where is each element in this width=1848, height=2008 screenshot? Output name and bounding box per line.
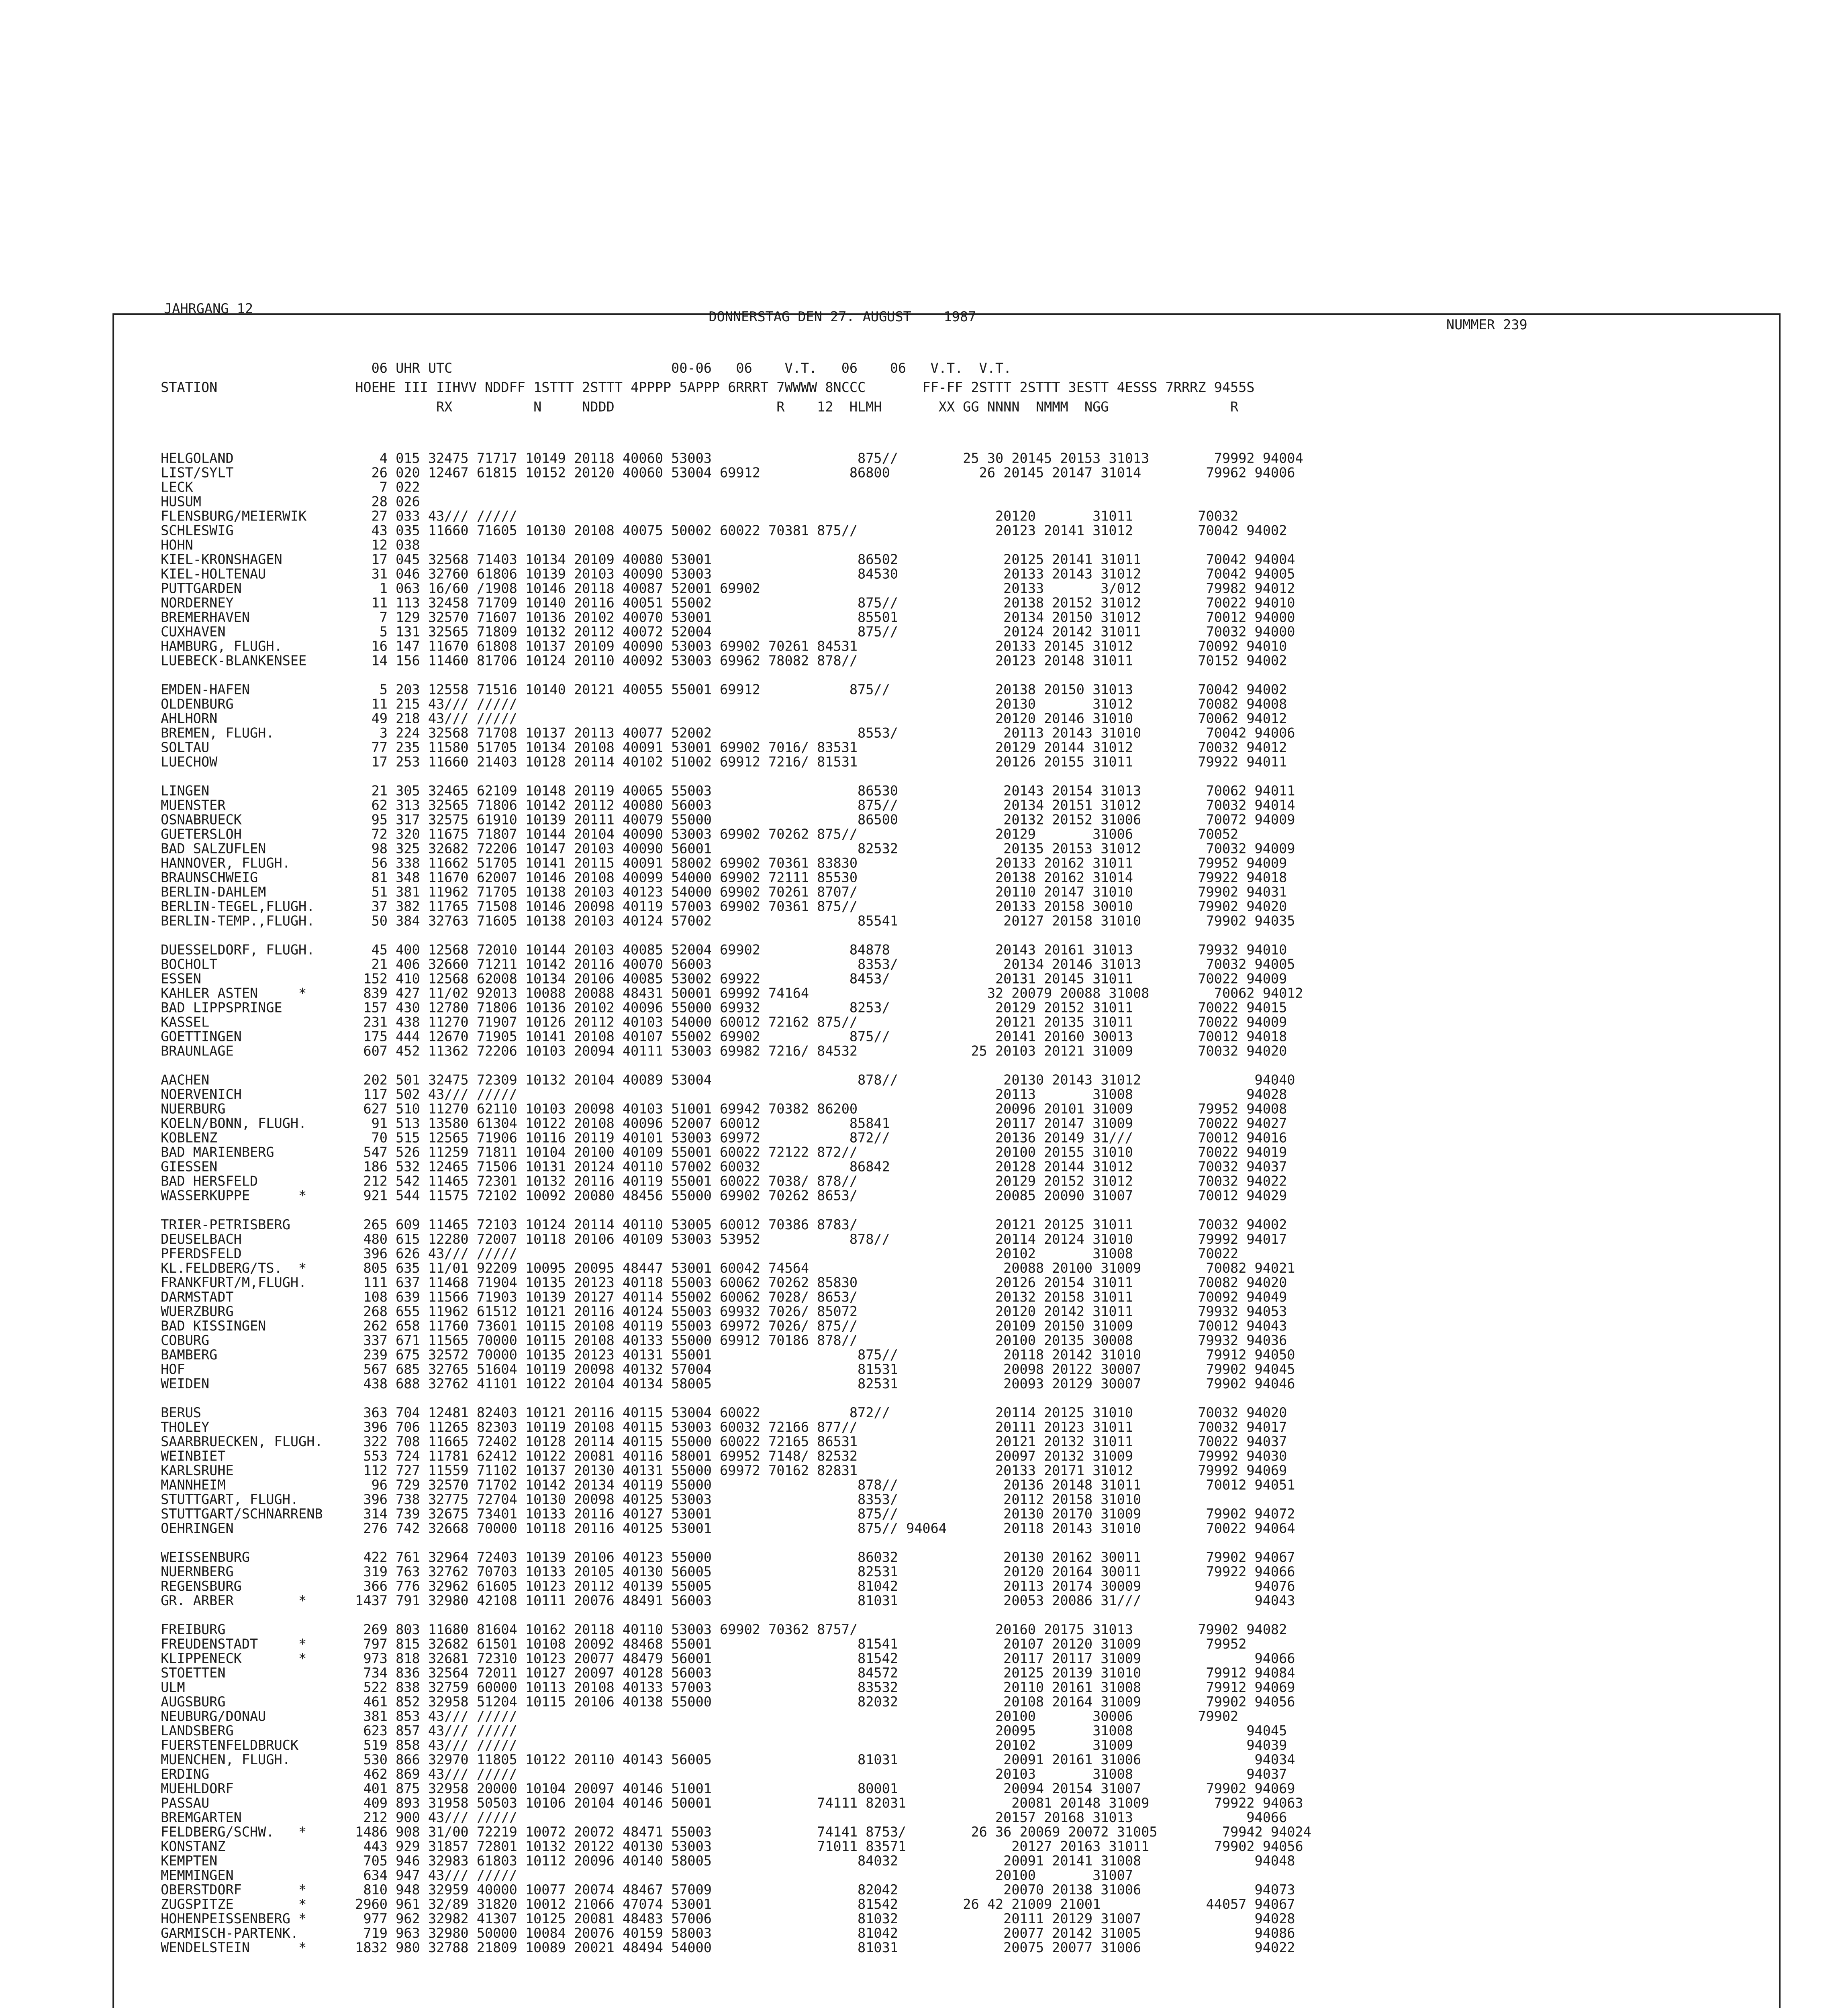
station-row: HOF 567 685 32765 51604 10119 20098 40132 57004 81531 20098 20122 30007 79902 94045 [161,1361,1295,1377]
station-row: BRAUNLAGE 607 452 11362 72206 10103 20094 40111 53003 69982 7216/ 84532 25 20103 20121 31009 70032 94020 [161,1043,1287,1059]
station-row: DUESSELDORF, FLUGH. 45 400 12568 72010 10144 20103 40085 52004 69902 84878 20143 20161 31013 79932 94010 [161,941,1287,958]
station-row: STOETTEN 734 836 32564 72011 10127 20097 40128 56003 84572 20125 20139 31010 79912 94084 [161,1665,1295,1681]
issue-number: NUMMER 239 [1446,316,1527,333]
date-label: DONNERSTAG DEN 27. AUGUST 1987 [709,308,976,325]
station-row: BREMEN, FLUGH. 3 224 32568 71708 10137 20113 40077 52002 8553/ 20113 20143 31010 70042 94006 [161,724,1295,741]
station-row: SOLTAU 77 235 11580 51705 10134 20108 40091 53001 69902 7016/ 83531 20129 20144 31012 70032 94012 [161,739,1287,755]
station-row: PUTTGARDEN 1 063 16/60 /1908 10146 20118 40087 52001 69902 20133 3/012 79982 94012 [161,580,1295,596]
station-row: GR. ARBER * 1437 791 32980 42108 10111 20076 48491 56003 81031 20053 20086 31/// 94043 [161,1592,1295,1609]
station-row: LIST/SYLT 26 020 12467 61815 10152 20120 40060 53004 69912 86800 26 20145 20147 31014 79962 94006 [161,464,1295,481]
station-row: BAD LIPPSPRINGE 157 430 12780 71806 10136 20102 40096 55000 69932 8253/ 20129 20152 31011 70022 94015 [161,999,1287,1016]
station-row: DARMSTADT 108 639 11566 71903 10139 20127 40114 55002 60062 7028/ 8653/ 20132 20158 31011 70092 94049 [161,1288,1287,1305]
station-row: BRAUNSCHWEIG 81 348 11670 62007 10146 20108 40099 54000 69902 72111 85530 20138 20162 31014 79922 94018 [161,869,1287,886]
station-row: HUSUM 28 026 [161,493,420,510]
year-label: JAHRGANG 12 [164,300,253,317]
station-row: COBURG 337 671 11565 70000 10115 20108 40133 55000 69912 70186 878// 20100 20135 30008 79932 94036 [161,1332,1287,1348]
station-row: MANNHEIM 96 729 32570 71702 10142 20134 40119 55000 878// 20136 20148 31011 70012 94051 [161,1476,1295,1493]
station-row: FRANKFURT/M,FLUGH. 111 637 11468 71904 10135 20123 40118 55003 60062 70262 85830 20126 20154 31011 70082 94020 [161,1274,1287,1290]
group-gap [161,769,1311,784]
station-row: BAD SALZUFLEN 98 325 32682 72206 10147 20103 40090 56001 82532 20135 20153 31012 70032 94009 [161,840,1295,857]
station-row: KARLSRUHE 112 727 11559 71102 10137 20130 40131 55000 69972 70162 82831 20133 20171 31012 79992 94069 [161,1462,1287,1478]
group-gap [161,1536,1311,1551]
station-row: CUXHAVEN 5 131 32565 71809 10132 20112 40072 52004 875// 20124 20142 31011 70032 94000 [161,623,1295,640]
station-row: MUENSTER 62 313 32565 71806 10142 20112 40080 56003 875// 20134 20151 31012 70032 94014 [161,797,1295,813]
station-row: ULM 522 838 32759 60000 10113 20108 40133 57003 83532 20110 20161 31008 79912 94069 [161,1679,1295,1696]
station-row: FLENSBURG/MEIERWIK 27 033 43/// ///// 20120 31011 70032 [161,508,1239,524]
group-gap [161,929,1311,943]
station-row: HANNOVER, FLUGH. 56 338 11662 51705 10141 20115 40091 58002 69902 70361 83830 20133 20162 31011 79952 94009 [161,855,1287,871]
station-row: ESSEN 152 410 12568 62008 10134 20106 40085 53002 69922 8453/ 20131 20145 31011 70022 94009 [161,970,1287,987]
station-row: GOETTINGEN 175 444 12670 71905 10141 20108 40107 55002 69902 875// 20141 20160 30013 70012 94018 [161,1028,1287,1045]
station-row: THOLEY 396 706 11265 82303 10119 20108 40115 53003 60032 72166 877// 20111 20123 31011 70032 94017 [161,1418,1287,1435]
station-row: LANDSBERG 623 857 43/// ///// 20095 31008 94045 [161,1722,1287,1739]
station-row: AUGSBURG 461 852 32958 51204 10115 20106 40138 55000 82032 20108 20164 31009 79902 94056 [161,1694,1295,1710]
column-header-line: STATION HOEHE III IIHVV NDDFF 1STTT 2STTT 4PPPP 5APPP 6RRRT 7WWWW 8NCCC FF-FF 2STTT 2STTT 3ESTT 4ESSS 7RRRZ 9455S [161,379,1255,396]
station-row: LUEBECK-BLANKENSEE 14 156 11460 81706 10124 20110 40092 53003 69962 78082 878// 20123 20148 31011 70152 94002 [161,652,1287,669]
station-row: FREIBURG 269 803 11680 81604 10162 20118 40110 53003 69902 70362 8757/ 20160 20175 31013 79902 94082 [161,1621,1287,1638]
station-row: OEHRINGEN 276 742 32668 70000 10118 20116 40125 53001 875// 94064 20118 20143 31010 70022 94064 [161,1520,1295,1536]
group-gap [161,668,1311,683]
station-row: LECK 7 022 [161,479,420,495]
station-row: SCHLESWIG 43 035 11660 71605 10130 20108 40075 50002 60022 70381 875// 20123 20141 31012 70042 94002 [161,522,1287,539]
group-gap [161,1392,1311,1406]
station-row: LUECHOW 17 253 11660 21403 10128 20114 40102 51002 69912 7216/ 81531 20126 20155 31011 79922 94011 [161,753,1287,770]
station-row: NUERBURG 627 510 11270 62110 10103 20098 40103 51001 69942 70382 86200 20096 20101 31009 79952 94008 [161,1100,1287,1117]
column-header-line: RX N NDDD R 12 HLMH XX GG NNNN NMMM NGG R [161,398,1239,415]
station-row: KONSTANZ 443 929 31857 72801 10132 20122 40130 53003 71011 83571 20127 20163 31011 79902 94056 [161,1838,1303,1855]
station-row: PFERDSFELD 396 626 43/// ///// 20102 31008 70022 [161,1245,1239,1261]
station-row: FREUDENSTADT * 797 815 32682 61501 10108 20092 48468 55001 81541 20107 20120 31009 79952 [161,1636,1247,1652]
column-header [161,361,1254,419]
station-row: AHLHORN 49 218 43/// ///// 20120 20146 31010 70062 94012 [161,710,1287,726]
station-row: DEUSELBACH 480 615 12280 72007 10118 20106 40109 53003 53952 878// 20114 20124 31010 79992 94017 [161,1231,1287,1247]
station-row: WASSERKUPPE * 921 544 11575 72102 10092 20080 48456 55000 69902 70262 8653/ 20085 20090 31007 70012 94029 [161,1187,1287,1204]
station-row: BOCHOLT 21 406 32660 71211 10142 20116 40070 56003 8353/ 20134 20146 31013 70032 94005 [161,956,1295,972]
station-row: KOELN/BONN, FLUGH. 91 513 13580 61304 10122 20108 40096 52007 60012 85841 20117 20147 31009 70022 94027 [161,1115,1287,1131]
station-row: WEIDEN 438 688 32762 41101 10122 20104 40134 58005 82531 20093 20129 30007 79902 94046 [161,1375,1295,1392]
station-row: NORDERNEY 11 113 32458 71709 10140 20116 40051 55002 875// 20138 20152 31012 70022 94010 [161,594,1295,611]
station-row: KEMPTEN 705 946 32983 61803 10112 20096 40140 58005 84032 20091 20141 31008 94048 [161,1853,1295,1869]
station-row: MUENCHEN, FLUGH. 530 866 32970 11805 10122 20110 40143 56005 81031 20091 20161 31006 94034 [161,1751,1295,1768]
station-row: BERUS 363 704 12481 82403 10121 20116 40115 53004 60022 872// 20114 20125 31010 70032 94020 [161,1404,1287,1420]
station-row: BREMERHAVEN 7 129 32570 71607 10136 20102 40070 53001 85501 20134 20150 31012 70012 94000 [161,609,1295,625]
station-row: ERDING 462 869 43/// ///// 20103 31008 94037 [161,1766,1287,1782]
station-row: BAMBERG 239 675 32572 70000 10135 20123 40131 55001 875// 20118 20142 31010 79912 94050 [161,1346,1295,1363]
station-row: KLIPPENECK * 973 818 32681 72310 10123 20077 48479 56001 81542 20117 20117 31009 94066 [161,1650,1295,1667]
station-row: BAD KISSINGEN 262 658 11760 73601 10115 20108 40119 55003 69972 7026/ 875// 20109 20150 31009 70012 94043 [161,1317,1287,1334]
station-row: AACHEN 202 501 32475 72309 10132 20104 40089 53004 878// 20130 20143 31012 94040 [161,1071,1295,1088]
station-row: NEUBURG/DONAU 381 853 43/// ///// 20100 30006 79902 [161,1708,1239,1724]
station-row: STUTTGART, FLUGH. 396 738 32775 72704 10130 20098 40125 53003 8353/ 20112 20158 31010 [161,1491,1141,1507]
station-row: NUERNBERG 319 763 32762 70703 10133 20105 40130 56005 82531 20120 20164 30011 79922 94066 [161,1563,1295,1579]
station-row: NOERVENICH 117 502 43/// ///// 20113 31008 94028 [161,1086,1287,1102]
station-row: HELGOLAND 4 015 32475 71717 10149 20118 40060 53003 875// 25 30 20145 20153 31013 79992 94004 [161,450,1303,466]
station-row: GARMISCH-PARTENK. 719 963 32980 50000 10084 20076 40159 58003 81042 20077 20142 31005 94086 [161,1925,1295,1941]
station-row: BAD MARIENBERG 547 526 11259 71811 10104 20100 40109 55001 60022 72122 872// 20100 20155 31010 70022 94019 [161,1144,1287,1160]
group-gap [161,1204,1311,1218]
station-row: TRIER-PETRISBERG 265 609 11465 72103 10124 20114 40110 53005 60012 70386 8783/ 20121 20125 31011 70032 94002 [161,1216,1287,1233]
station-row: FUERSTENFELDBRUCK 519 858 43/// ///// 20102 31009 94039 [161,1737,1287,1753]
station-row: KIEL-KRONSHAGEN 17 045 32568 71403 10134 20109 40080 53001 86502 20125 20141 31011 70042 94004 [161,551,1295,567]
station-row: WUERZBURG 268 655 11962 61512 10121 20116 40124 55003 69932 7026/ 85072 20120 20142 31011 79932 94053 [161,1303,1287,1319]
station-row: LINGEN 21 305 32465 62109 10148 20119 40065 55003 86530 20143 20154 31013 70062 94011 [161,782,1295,799]
station-row: BERLIN-TEGEL,FLUGH. 37 382 11765 71508 10146 20098 40119 57003 69902 70361 875// 20133 20158 30010 79902 94020 [161,898,1287,914]
station-row: BERLIN-TEMP.,FLUGH. 50 384 32763 71605 10138 20103 40124 57002 85541 20127 20158 31010 79902 94035 [161,912,1295,929]
observation-table [161,451,1311,1955]
station-row: OLDENBURG 11 215 43/// ///// 20130 31012 70082 94008 [161,696,1287,712]
station-row: SAARBRUECKEN, FLUGH. 322 708 11665 72402 10128 20114 40115 55000 60022 72165 86531 20121 20132 31011 70022 94037 [161,1433,1287,1449]
station-row: KIEL-HOLTENAU 31 046 32760 61806 10139 20103 40090 53003 84530 20133 20143 31012 70042 94005 [161,565,1295,582]
station-row: GUETERSLOH 72 320 11675 71807 10144 20104 40090 53003 69902 70262 875// 20129 31006 70052 [161,826,1239,842]
station-row: WEISSENBURG 422 761 32964 72403 10139 20106 40123 55000 86032 20130 20162 30011 79902 94067 [161,1549,1295,1565]
station-row: STUTTGART/SCHNARRENB 314 739 32675 73401 10133 20116 40127 53001 875// 20130 20170 31009 79902 94072 [161,1505,1295,1522]
station-row: HOHENPEISSENBERG * 977 962 32982 41307 10125 20081 48483 57006 81032 20111 20129 31007 94028 [161,1910,1295,1927]
station-row: OSNABRUECK 95 317 32575 61910 10139 20111 40079 55000 86500 20132 20152 31006 70072 94009 [161,811,1295,828]
station-row: KASSEL 231 438 11270 71907 10126 20112 40103 54000 60012 72162 875// 20121 20135 31011 70022 94009 [161,1014,1287,1030]
station-row: GIESSEN 186 532 12465 71506 10131 20124 40110 57002 60032 86842 20128 20144 31012 70032 94037 [161,1158,1287,1175]
group-gap [161,1059,1311,1073]
station-row: BAD HERSFELD 212 542 11465 72301 10132 20116 40119 55001 60022 7038/ 878// 20129 20152 31012 70032 94022 [161,1173,1287,1189]
column-header-line: 06 UHR UTC 00-06 06 V.T. 06 06 V.T. V.T. [161,360,1012,376]
station-row: HOHN 12 038 [161,537,420,553]
station-row: ZUGSPITZE * 2960 961 32/89 31820 10012 21066 47074 53001 81542 26 42 21009 21001 44057 94067 [161,1896,1295,1912]
station-row: WEINBIET 553 724 11781 62412 10122 20081 40116 58001 69952 7148/ 82532 20097 20132 31009 79992 94030 [161,1447,1287,1464]
station-row: WENDELSTEIN * 1832 980 32788 21809 10089 20021 48494 54000 81031 20075 20077 31006 94022 [161,1939,1295,1956]
station-row: EMDEN-HAFEN 5 203 12558 71516 10140 20121 40055 55001 69912 875// 20138 20150 31013 70042 94002 [161,681,1287,698]
station-row: BREMGARTEN 212 900 43/// ///// 20157 20168 31013 94066 [161,1809,1287,1826]
station-row: REGENSBURG 366 776 32962 61605 10123 20112 40139 55005 81042 20113 20174 30009 94076 [161,1577,1295,1594]
station-row: FELDBERG/SCHW. * 1486 908 31/00 72219 10072 20072 48471 55003 74141 8753/ 26 36 20069 20072 31005 79942 94024 [161,1824,1311,1840]
station-row: HAMBURG, FLUGH. 16 147 11670 61808 10137 20109 40090 53003 69902 70261 84531 20133 20145 31012 70092 94010 [161,638,1287,654]
station-row: MUEHLDORF 401 875 32958 20000 10104 20097 40146 51001 80001 20094 20154 31007 79902 94069 [161,1780,1295,1797]
station-row: PASSAU 409 893 31958 50503 10106 20104 40146 50001 74111 82031 20081 20148 31009 79922 94063 [161,1795,1303,1811]
station-row: KL.FELDBERG/TS. * 805 635 11/01 92209 10095 20095 48447 53001 60042 74564 20088 20100 31009 70082 94021 [161,1259,1295,1276]
group-gap [161,1608,1311,1623]
station-row: MEMMINGEN 634 947 43/// ///// 20100 31007 [161,1867,1133,1884]
station-row: KAHLER ASTEN * 839 427 11/02 92013 10088 20088 48431 50001 69992 74164 32 20079 20088 31008 70062 94012 [161,985,1303,1001]
station-row: OBERSTDORF * 810 948 32959 40000 10077 20074 48467 57009 82042 20070 20138 31006 94073 [161,1881,1295,1898]
station-row: KOBLENZ 70 515 12565 71906 10116 20119 40101 53003 69972 872// 20136 20149 31/// 70012 94016 [161,1129,1287,1146]
station-row: BERLIN-DAHLEM 51 381 11962 71705 10138 20103 40123 54000 69902 70261 8707/ 20110 20147 31010 79902 94031 [161,884,1287,900]
